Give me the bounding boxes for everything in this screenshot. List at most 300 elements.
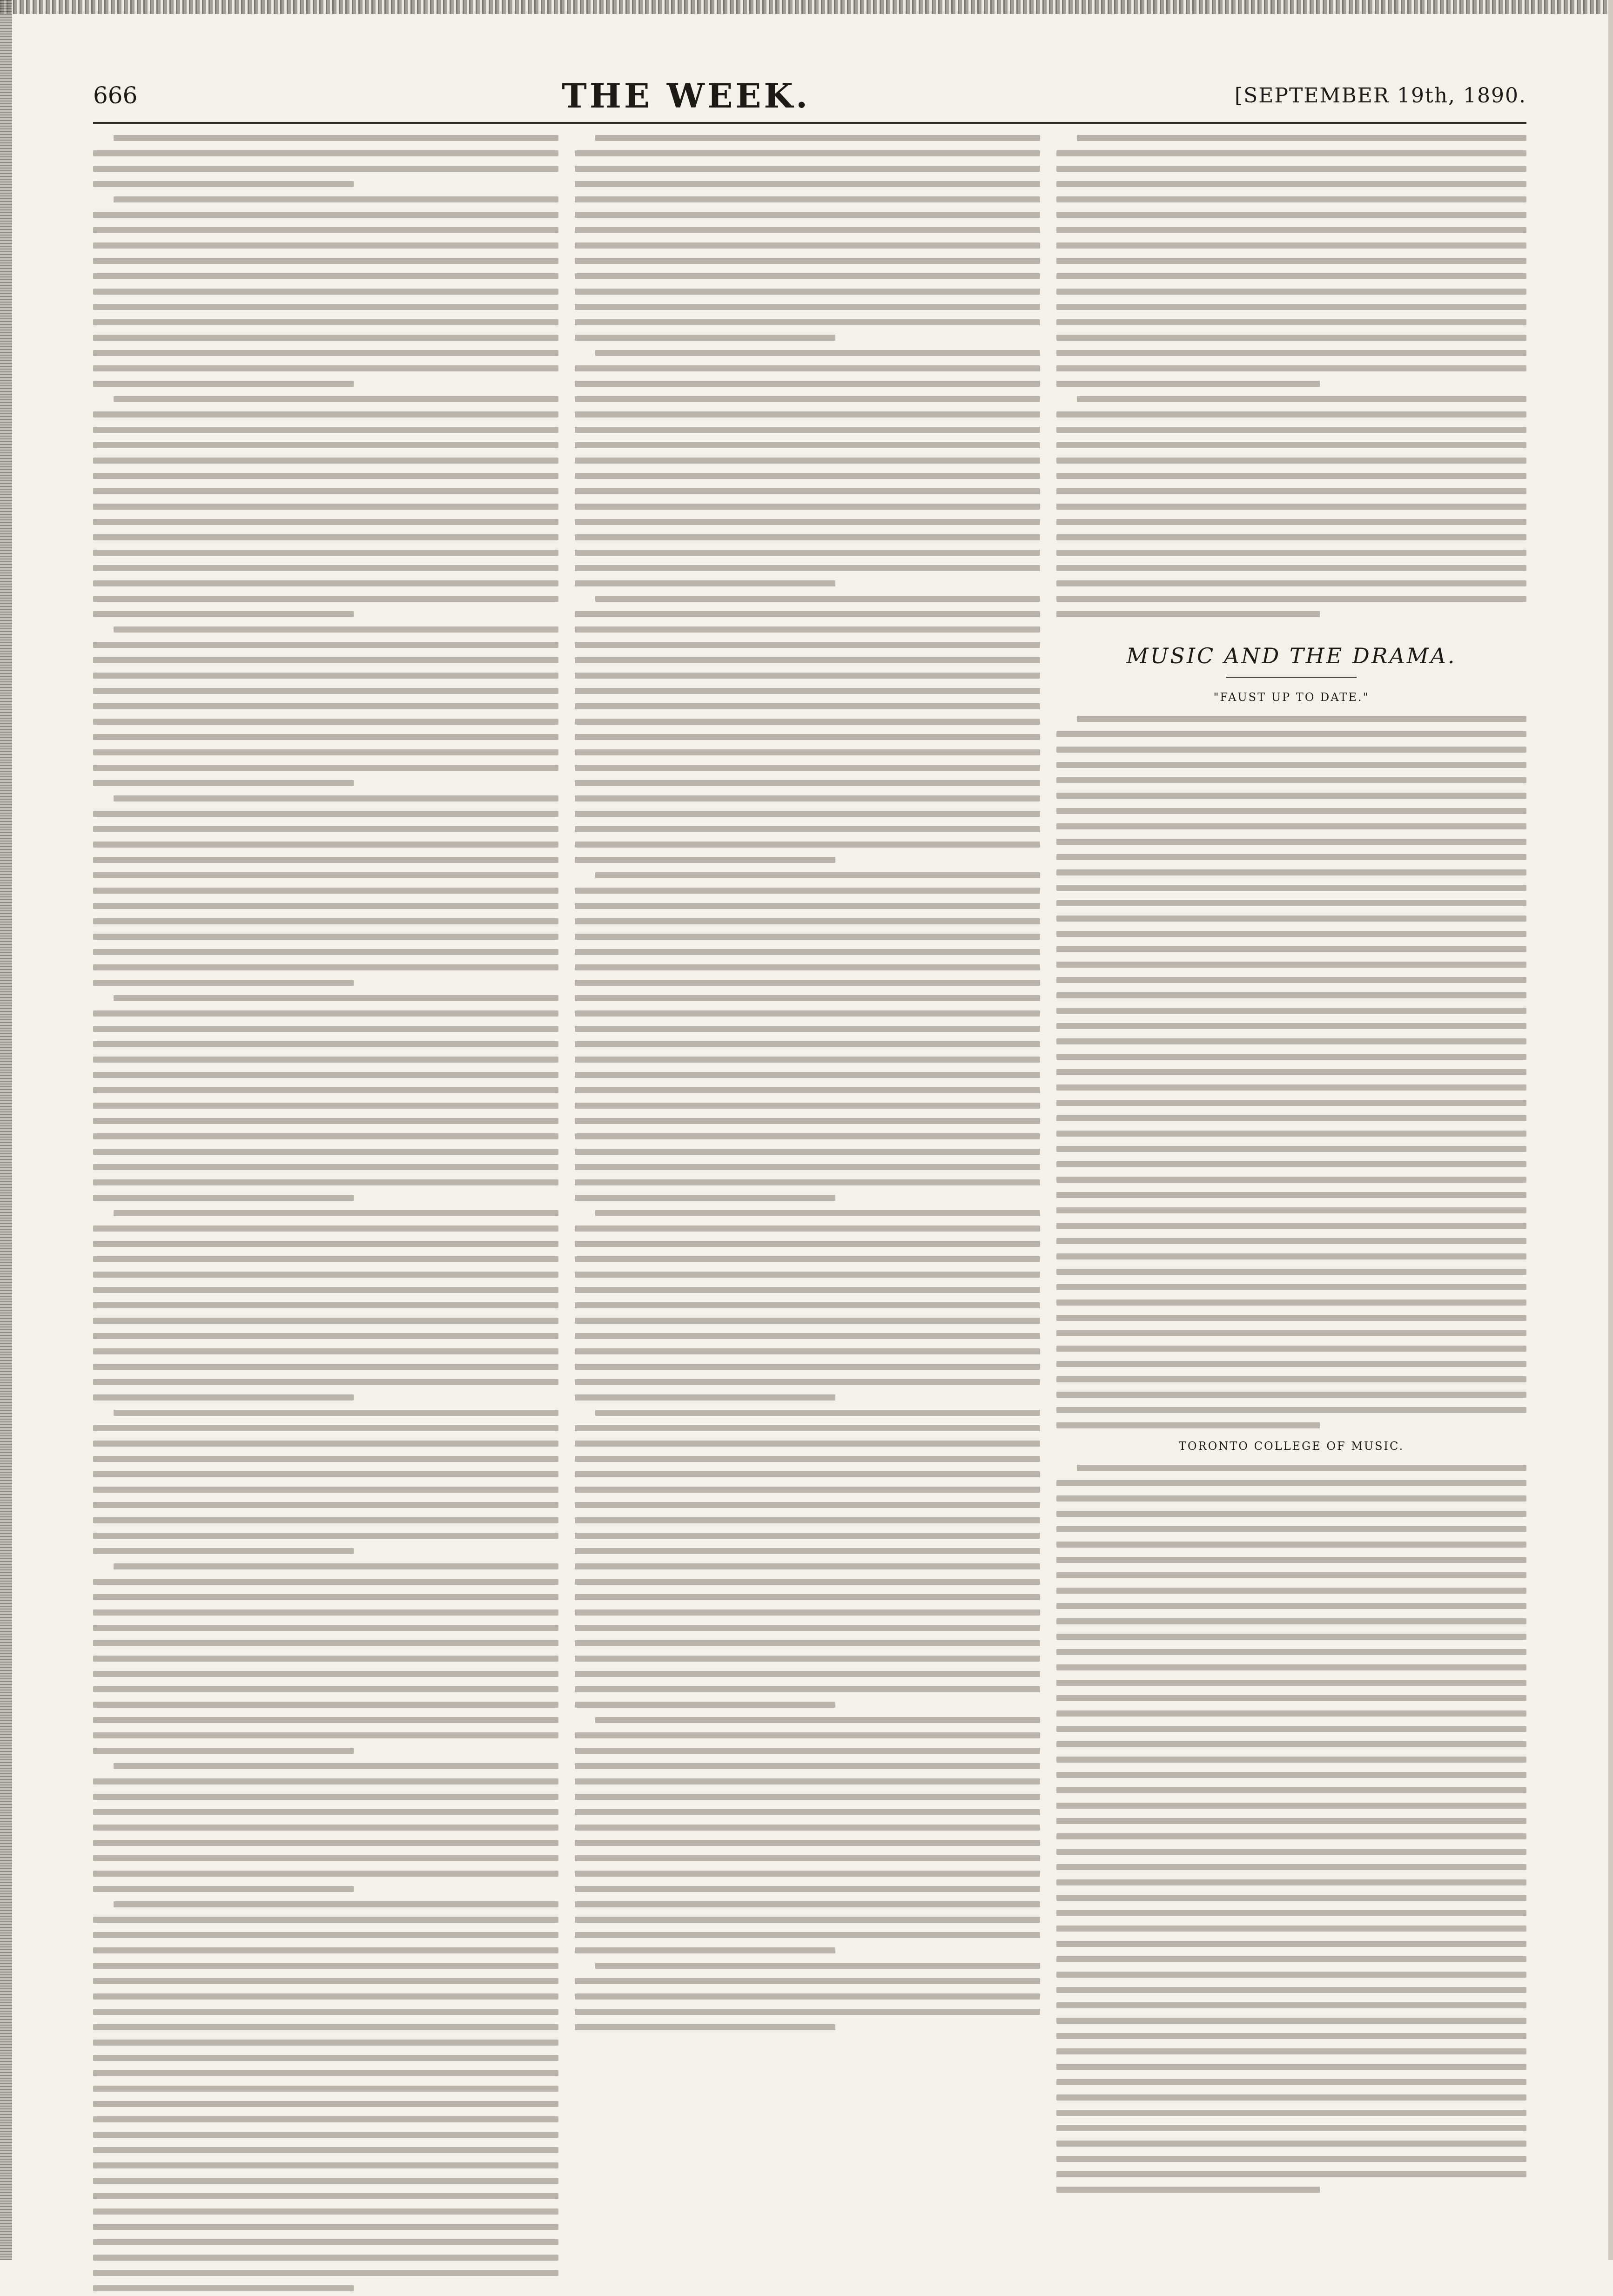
text-paragraph	[93, 990, 558, 1205]
text-line	[93, 780, 354, 786]
text-line	[93, 1548, 354, 1554]
text-line	[93, 1533, 558, 1539]
text-paragraph	[575, 1205, 1040, 1405]
text-line	[93, 1871, 558, 1877]
text-line	[93, 2101, 558, 2107]
text-paragraph	[93, 130, 558, 192]
text-line	[1056, 350, 1526, 356]
text-line	[575, 2009, 1040, 2015]
text-line	[93, 1609, 558, 1616]
text-line	[575, 1671, 1040, 1677]
text-paragraph	[93, 192, 558, 391]
text-line	[93, 1364, 558, 1370]
text-line	[93, 673, 558, 679]
text-line	[1056, 1269, 1526, 1275]
text-line	[93, 1502, 558, 1508]
text-line	[575, 964, 1040, 970]
text-line	[1056, 1864, 1526, 1870]
text-line	[93, 1057, 558, 1063]
text-line	[1056, 1115, 1526, 1121]
text-line	[93, 872, 558, 878]
text-line	[575, 811, 1040, 817]
text-line	[575, 1471, 1040, 1477]
text-line	[93, 1087, 558, 1093]
text-line	[1056, 1131, 1526, 1137]
text-line	[575, 1932, 1040, 1938]
text-line	[1056, 258, 1526, 264]
text-line	[575, 1886, 1040, 1892]
text-line	[1056, 2171, 1526, 2177]
text-line	[93, 1195, 354, 1201]
text-line	[93, 458, 558, 464]
text-line	[93, 1487, 558, 1493]
text-line	[1056, 196, 1526, 202]
text-line	[575, 365, 1040, 371]
text-line	[1056, 1511, 1526, 1517]
text-line	[575, 504, 1040, 510]
text-line	[1056, 1757, 1526, 1763]
text-line	[575, 1348, 1040, 1354]
text-line	[575, 949, 1040, 955]
text-line	[1056, 534, 1526, 540]
text-line	[93, 1287, 558, 1293]
text-line	[1056, 1941, 1526, 1947]
text-line	[93, 1886, 354, 1892]
text-line	[1056, 1299, 1526, 1306]
text-line	[114, 1210, 558, 1216]
text-line	[1056, 992, 1526, 998]
text-line	[1056, 731, 1526, 737]
text-line	[93, 519, 558, 525]
text-line	[575, 657, 1040, 663]
text-line	[1056, 611, 1320, 617]
text-line	[93, 2255, 558, 2261]
text-line	[93, 258, 558, 264]
text-line	[1056, 1849, 1526, 1855]
text-line	[595, 135, 1040, 141]
text-line	[1056, 2094, 1526, 2101]
text-line	[1056, 1972, 1526, 1978]
text-line	[1056, 777, 1526, 783]
text-line	[93, 1179, 558, 1185]
text-line	[575, 1609, 1040, 1616]
text-line	[1056, 1407, 1526, 1413]
text-line	[93, 642, 558, 648]
text-paragraph	[575, 130, 1040, 345]
text-line	[575, 273, 1040, 279]
text-line	[1056, 212, 1526, 218]
text-line	[1056, 1634, 1526, 1640]
text-line	[1056, 335, 1526, 341]
text-line	[93, 1072, 558, 1078]
text-line	[575, 1287, 1040, 1293]
text-line	[575, 150, 1040, 156]
text-line	[1056, 1177, 1526, 1183]
text-line	[93, 1947, 558, 1953]
text-line	[93, 1333, 558, 1339]
text-line	[93, 1809, 558, 1815]
text-paragraph	[93, 1405, 558, 1559]
text-line	[93, 1656, 558, 1662]
text-line	[575, 565, 1040, 571]
page-number: 666	[93, 82, 138, 109]
text-line	[1077, 716, 1526, 722]
text-line	[93, 2024, 558, 2030]
text-line	[93, 1456, 558, 1462]
text-line	[93, 1778, 558, 1784]
text-line	[595, 350, 1040, 356]
text-line	[575, 1072, 1040, 1078]
text-line	[93, 411, 558, 417]
text-line	[575, 1256, 1040, 1262]
text-paragraph	[575, 1712, 1040, 1958]
column-3-body-bottom	[1056, 1460, 1526, 2197]
text-line	[575, 1118, 1040, 1124]
text-line	[93, 1302, 558, 1308]
text-line	[93, 949, 558, 955]
text-line	[1056, 473, 1526, 479]
text-line	[575, 1778, 1040, 1784]
text-line	[93, 1855, 558, 1861]
text-paragraph	[93, 791, 558, 990]
text-line	[1056, 2125, 1526, 2131]
text-line	[93, 1594, 558, 1600]
text-line	[575, 258, 1040, 264]
text-line	[93, 2147, 558, 2153]
text-line	[1056, 1741, 1526, 1747]
text-line	[93, 1794, 558, 1800]
text-line	[93, 2070, 558, 2076]
text-line	[1056, 1376, 1526, 1382]
text-line	[1056, 1588, 1526, 1594]
text-line	[575, 196, 1040, 202]
text-line	[93, 1441, 558, 1447]
text-line	[93, 1348, 558, 1354]
text-line	[575, 1656, 1040, 1662]
text-line	[1056, 1392, 1526, 1398]
text-line	[93, 980, 354, 986]
text-line	[93, 1026, 558, 1032]
column-1	[93, 130, 558, 2296]
text-line	[1056, 1664, 1526, 1670]
text-line	[575, 1579, 1040, 1585]
text-line	[1056, 1008, 1526, 1014]
text-line	[575, 1947, 835, 1953]
text-line	[93, 1103, 558, 1109]
text-line	[93, 842, 558, 848]
text-line	[93, 688, 558, 694]
text-line	[1056, 2141, 1526, 2147]
text-line	[93, 657, 558, 663]
text-line	[595, 1410, 1040, 1416]
text-line	[93, 304, 558, 310]
text-line	[93, 350, 558, 356]
text-line	[1056, 1207, 1526, 1213]
text-line	[93, 903, 558, 909]
text-line	[575, 626, 1040, 633]
text-line	[1056, 427, 1526, 433]
text-line	[114, 995, 558, 1001]
text-line	[93, 1517, 558, 1523]
text-line	[114, 1901, 558, 1907]
column-3-body-top	[1056, 130, 1526, 622]
text-line	[575, 1026, 1040, 1032]
text-line	[575, 1702, 835, 1708]
text-line	[93, 1225, 558, 1232]
text-line	[1056, 1223, 1526, 1229]
text-line	[1056, 793, 1526, 799]
text-line	[1056, 1284, 1526, 1290]
text-line	[1056, 1787, 1526, 1793]
text-line	[575, 319, 1040, 325]
text-line	[93, 1318, 558, 1324]
text-line	[575, 550, 1040, 556]
text-line	[575, 918, 1040, 924]
text-line	[93, 1671, 558, 1677]
column-2	[575, 130, 1040, 2035]
text-line	[575, 1563, 1040, 1569]
text-line	[93, 1241, 558, 1247]
text-line	[1056, 1330, 1526, 1336]
text-line	[93, 1993, 558, 2000]
text-line	[575, 458, 1040, 464]
text-line	[1056, 1315, 1526, 1321]
text-line	[1056, 1987, 1526, 1993]
text-line	[1056, 1710, 1526, 1717]
text-line	[575, 1594, 1040, 1600]
text-line	[93, 2193, 558, 2199]
text-line	[1056, 458, 1526, 464]
text-line	[114, 1410, 558, 1416]
text-line	[575, 688, 1040, 694]
text-line	[1056, 1618, 1526, 1624]
text-line	[1056, 319, 1526, 325]
text-line	[1056, 1926, 1526, 1932]
text-line	[575, 227, 1040, 233]
text-line	[575, 642, 1040, 648]
text-line	[114, 1763, 558, 1769]
text-line	[575, 1640, 1040, 1646]
text-line	[93, 1717, 558, 1723]
text-line	[1056, 242, 1526, 249]
text-line	[93, 1379, 558, 1385]
text-line	[1056, 550, 1526, 556]
text-line	[575, 442, 1040, 448]
text-line	[575, 1318, 1040, 1324]
text-line	[575, 1825, 1040, 1831]
text-line	[575, 1225, 1040, 1232]
text-line	[1056, 150, 1526, 156]
text-line	[93, 1425, 558, 1431]
text-line	[93, 1394, 354, 1400]
text-line	[93, 703, 558, 709]
text-line	[1056, 1818, 1526, 1824]
text-line	[575, 1441, 1040, 1447]
text-line	[93, 2239, 558, 2245]
text-line	[575, 842, 1040, 848]
text-line	[1056, 1772, 1526, 1778]
text-line	[575, 1041, 1040, 1047]
text-line	[93, 381, 354, 387]
text-line	[1056, 2064, 1526, 2070]
text-paragraph	[575, 868, 1040, 1205]
text-line	[1056, 227, 1526, 233]
text-line	[575, 1901, 1040, 1907]
text-line	[93, 2285, 354, 2291]
text-line	[575, 1333, 1040, 1339]
text-line	[575, 411, 1040, 417]
text-line	[93, 596, 558, 602]
text-line	[575, 1103, 1040, 1109]
text-line	[93, 1932, 558, 1938]
text-line	[1056, 1695, 1526, 1701]
text-line	[575, 795, 1040, 801]
text-line	[114, 1563, 558, 1569]
column-3	[1056, 130, 1526, 2197]
text-line	[93, 488, 558, 494]
text-line	[575, 1871, 1040, 1877]
text-line	[1056, 1495, 1526, 1501]
text-line	[93, 1917, 558, 1923]
text-line	[575, 1379, 1040, 1385]
text-line	[93, 2116, 558, 2122]
text-line	[1056, 1542, 1526, 1548]
text-line	[575, 1133, 1040, 1139]
subheading-toronto-college: TORONTO COLLEGE OF MUSIC.	[1178, 1440, 1405, 1453]
text-line	[93, 811, 558, 817]
text-line	[595, 1717, 1040, 1723]
text-line	[93, 1256, 558, 1262]
text-line	[93, 2162, 558, 2168]
text-line	[1056, 1422, 1320, 1428]
text-line	[93, 719, 558, 725]
text-line	[93, 150, 558, 156]
text-paragraph	[93, 622, 558, 791]
text-line	[575, 1195, 835, 1201]
issue-date: [SEPTEMBER 19th, 1890.	[1234, 83, 1526, 108]
text-line	[93, 2086, 558, 2092]
text-line	[93, 611, 354, 617]
text-line	[575, 1364, 1040, 1370]
text-line	[93, 289, 558, 295]
text-line	[575, 780, 1040, 786]
text-line	[575, 519, 1040, 525]
text-line	[1056, 1161, 1526, 1167]
text-line	[575, 1748, 1040, 1754]
text-line	[575, 1978, 1040, 1984]
text-line	[575, 427, 1040, 433]
text-line	[1056, 900, 1526, 906]
text-line	[1056, 2079, 1526, 2085]
text-line	[1056, 1346, 1526, 1352]
text-line	[93, 427, 558, 433]
text-line	[575, 826, 1040, 832]
text-line	[575, 1425, 1040, 1431]
text-line	[575, 166, 1040, 172]
text-line	[93, 565, 558, 571]
text-line	[1056, 1038, 1526, 1044]
text-line	[575, 534, 1040, 540]
text-line	[1056, 1192, 1526, 1198]
text-line	[1056, 1480, 1526, 1486]
text-line	[1056, 1069, 1526, 1075]
text-line	[93, 1041, 558, 1047]
text-line	[595, 1963, 1040, 1969]
text-line	[1056, 1253, 1526, 1259]
text-line	[93, 166, 558, 172]
text-line	[93, 365, 558, 371]
text-paragraph	[575, 591, 1040, 868]
text-line	[93, 888, 558, 894]
text-line	[575, 1272, 1040, 1278]
text-line	[575, 1917, 1040, 1923]
text-line	[575, 2024, 835, 2030]
text-line	[575, 888, 1040, 894]
text-line	[1056, 2033, 1526, 2039]
text-line	[595, 872, 1040, 878]
binding-edge	[0, 0, 12, 2260]
text-line	[93, 2270, 558, 2276]
text-paragraph	[1056, 1460, 1526, 2197]
text-line	[93, 1840, 558, 1846]
text-line	[93, 1978, 558, 1984]
text-line	[93, 504, 558, 510]
text-line	[93, 1640, 558, 1646]
text-line	[595, 1210, 1040, 1216]
text-line	[575, 304, 1040, 310]
text-line	[114, 196, 558, 202]
text-line	[575, 289, 1040, 295]
text-line	[575, 381, 1040, 387]
text-line	[93, 1118, 558, 1124]
text-line	[93, 1825, 558, 1831]
text-line	[575, 980, 1040, 986]
text-line	[575, 1855, 1040, 1861]
text-line	[575, 1794, 1040, 1800]
text-line	[1056, 1680, 1526, 1686]
text-line	[575, 212, 1040, 218]
text-paragraph	[1056, 711, 1526, 1433]
text-line	[1056, 488, 1526, 494]
section-heading-rule	[1226, 677, 1357, 678]
text-line	[1056, 854, 1526, 860]
text-line	[1056, 304, 1526, 310]
text-line	[1056, 1084, 1526, 1091]
text-line	[114, 396, 558, 402]
text-line	[575, 1809, 1040, 1815]
text-line	[1056, 1910, 1526, 1916]
text-line	[93, 2055, 558, 2061]
text-line	[575, 1241, 1040, 1247]
text-line	[1056, 442, 1526, 448]
text-line	[575, 1394, 835, 1400]
text-line	[1077, 396, 1526, 402]
text-line	[93, 1963, 558, 1969]
text-line	[93, 826, 558, 832]
text-line	[93, 1133, 558, 1139]
text-line	[575, 1302, 1040, 1308]
header-rule	[93, 122, 1526, 124]
text-paragraph	[93, 1205, 558, 1405]
text-line	[1056, 1526, 1526, 1532]
text-paragraph	[575, 345, 1040, 591]
text-paragraph	[93, 1897, 558, 2296]
text-line	[93, 1748, 354, 1754]
text-line	[1056, 1238, 1526, 1244]
text-paragraph	[93, 1559, 558, 1758]
text-line	[1056, 762, 1526, 768]
text-line	[1056, 931, 1526, 937]
